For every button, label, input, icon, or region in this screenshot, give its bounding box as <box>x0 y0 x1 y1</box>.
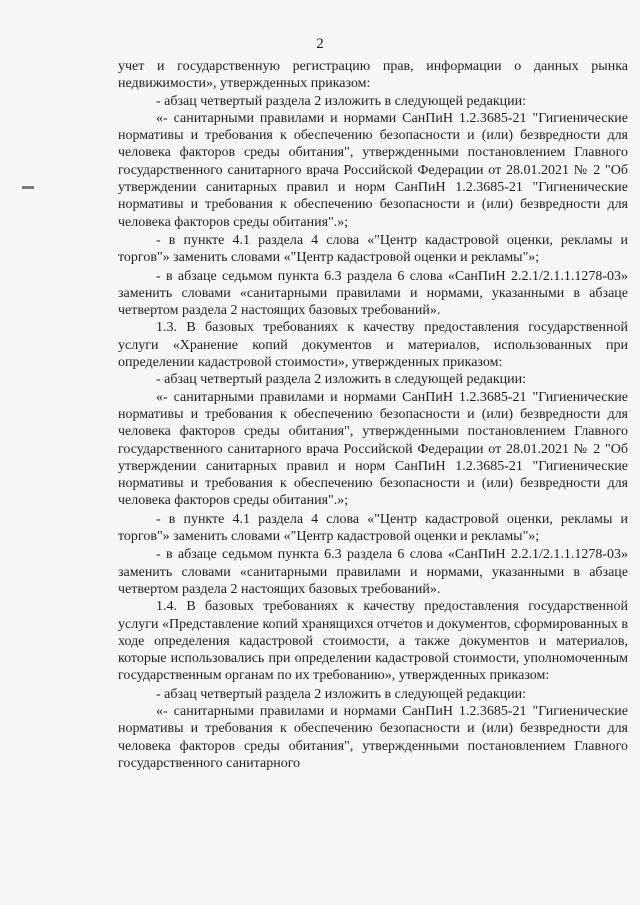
paragraph: - в пункте 4.1 раздела 4 слова «"Центр кадастровой оценки, рекламы и торгов"» заменить словами «"Центр кадастровой оценки и рекламы"»; <box>118 232 628 266</box>
paragraph: - абзац четвертый раздела 2 изложить в следующей редакции: <box>156 686 526 702</box>
document-body <box>118 58 628 772</box>
paragraph: - в абзаце седьмом пункта 6.3 раздела 6 слова «СанПиН 2.2.1/2.1.1.1278-03» заменить словами «санитарными правилами и нормами, указанными в абзаце четвертом раздела 2 настоящих базовых требований». <box>118 547 628 597</box>
paragraph: - в пункте 4.1 раздела 4 слова «"Центр кадастровой оценки, рекламы и торгов"» заменить словами «"Центр кадастровой оценки и рекламы"»; <box>118 511 628 545</box>
paragraph: - в абзаце седьмом пункта 6.3 раздела 6 слова «СанПиН 2.2.1/2.1.1.1278-03» заменить словами «санитарными правилами и нормами, указанными в абзаце четвертом раздела 2 настоящих базовых требований». <box>118 268 628 319</box>
paragraph: - абзац четвертый раздела 2 изложить в следующей редакции: <box>156 93 526 109</box>
paragraph: «- санитарными правилами и нормами СанПиН 1.2.3685-21 "Гигиенические нормативы и требования к обеспечению безопасности и (или) безвредности для человека факторов среды обитания", утвержденными постановлением Главного государственного санитарного врача Российской Федерации от 28.01.2021 № 2 "Об утверждении санитарных правил и норм СанПиН 1.2.3685-21 "Гигиенические нормативы и требования к обеспечению безопасности и (или) безвредности для человека факторов среды обитания".»; <box>118 110 628 230</box>
paragraph: «- санитарными правилами и нормами СанПиН 1.2.3685-21 "Гигиенические нормативы и требования к обеспечению безопасности и (или) безвредности для человека факторов среды обитания", утвержденными постановлением Главного государственного санитарного <box>118 703 628 771</box>
paragraph: 1.4. В базовых требованиях к качеству предоставления государственной услуги «Представление копий хранящихся отчетов и документов, сформированных в ходе определения кадастровой стоимости, а также документов и материалов, которые использовались при определении кадастровой стоимости, уполномоченным государственным органам по их требованию», утвержденных приказом: <box>118 599 628 684</box>
paragraph: учет и государственную регистрацию прав, информации о данных рынка недвижимости», утвержденных приказом: <box>118 59 628 92</box>
scan-margin-mark <box>22 186 34 189</box>
page-number: 2 <box>316 36 324 52</box>
paragraph: «- санитарными правилами и нормами СанПиН 1.2.3685-21 "Гигиенические нормативы и требования к обеспечению безопасности и (или) безвредности для человека факторов среды обитания", утвержденными постановлением Главного государственного санитарного врача Российской Федерации от 28.01.2021 № 2 "Об утверждении санитарных правил и норм СанПиН 1.2.3685-21 "Гигиенические нормативы и требования к обеспечению безопасности и (или) безвредности для человека факторов среды обитания".»; <box>118 389 628 509</box>
paragraph: 1.3. В базовых требованиях к качеству предоставления государственной услуги «Хранение копий документов и материалов, использованных при определении кадастровой стоимости», утвержденных приказом: <box>118 320 628 371</box>
paragraph: - абзац четвертый раздела 2 изложить в следующей редакции: <box>156 372 526 388</box>
